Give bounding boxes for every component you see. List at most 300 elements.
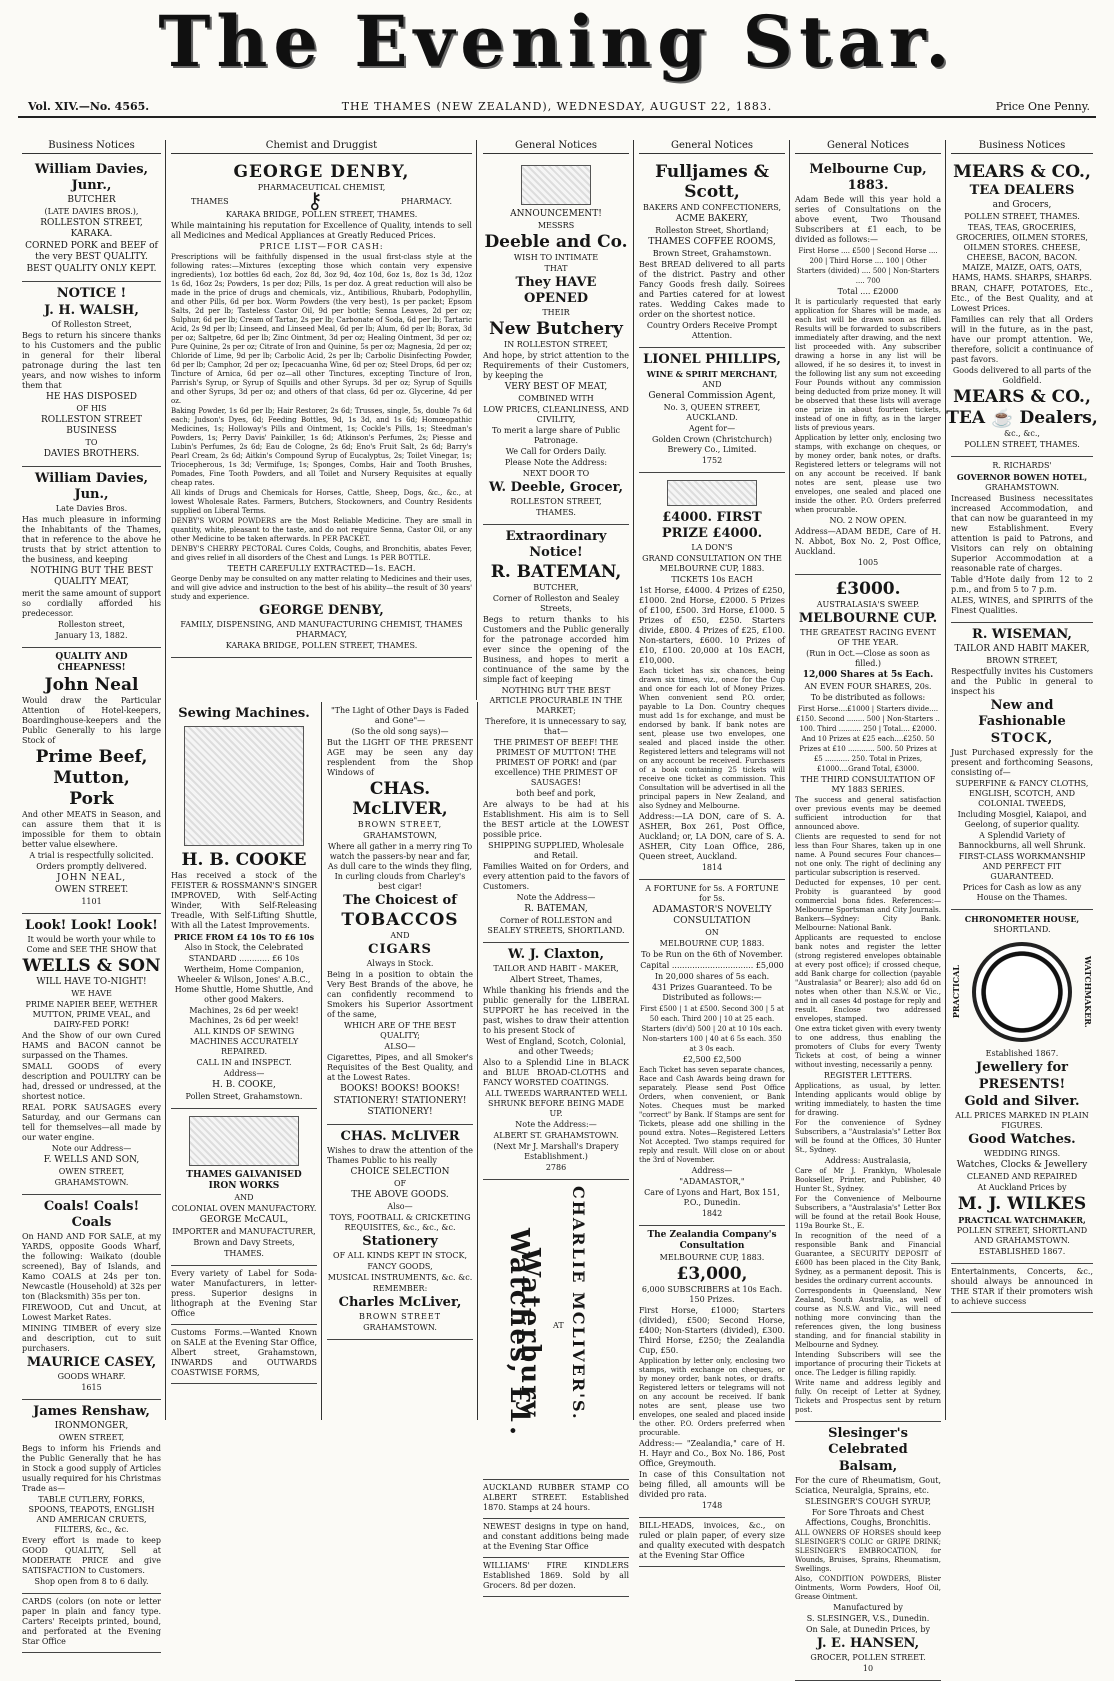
ad-title: Melbourne Cup, 1883. xyxy=(809,162,927,193)
ad-heading: THAMES GALVANISED IRON WORKS xyxy=(186,1170,302,1191)
clock-illustration xyxy=(972,942,1072,1042)
ad-address: ROLLESTON STREET, xyxy=(510,497,602,506)
ad-address: Brown and Davy Streets, xyxy=(193,1238,295,1247)
ad-trade: IRONMONGER, xyxy=(54,1421,129,1431)
ad-mccaul xyxy=(171,1109,317,1266)
column-mcliver xyxy=(323,702,478,1420)
ad-body: Begs to inform his Friends and the Public Generally that he has in Stock a good supply of Articles usually required for his Christmas Trade as— xyxy=(22,1444,161,1493)
ad-text: ON xyxy=(705,928,719,937)
ad-text: AND xyxy=(234,1193,254,1202)
ad-text: (So the old song says)— xyxy=(351,727,449,736)
ad-address: OWEN STREET, xyxy=(58,1167,125,1176)
ad-trade: PHARMACEUTICAL CHEMIST, xyxy=(257,183,386,192)
ad-text: Shop open from 8 to 6 daily. xyxy=(34,1577,149,1586)
ad-text: and Grocers, xyxy=(992,200,1052,210)
ad-body: Has much pleasure in informing the Inhabitants of the Thames, that in reference to the above he trusts that by strict attention to the business, and keeping xyxy=(22,515,161,564)
ad-address: Address:—LA DON, care of S. A. ASHER, Box 261, Post Office, Auckland; or, LA DON, care of S. A. ASHER, City Loan Office, 286, Queen street, Auckland. xyxy=(639,812,785,861)
ad-heading: PRICE LIST—FOR CASH: xyxy=(259,242,384,251)
ad-address: Corner of Rolleston and Sealey Streets, xyxy=(492,594,620,613)
ad-address: BROWN STREET, xyxy=(357,820,443,829)
ad-text: AND xyxy=(702,380,722,389)
ad-trade: BUTCHER, xyxy=(533,583,579,592)
ad-body: 1st Horse, £4000. 4 Prizes of £250, £1000. 2nd Horse, £2000. 5 Prizes of £100, £500. 3rd Horse, £1000. 5 Prizes of £50, £250. Starters divide, £800. 4 Prizes of £25, £100. Non-starters, £600. 10 Prizes of £10, £100. 20,000 at 10s EACH, £10,000. xyxy=(639,586,785,665)
ad-body: Where all gather in a merry ring To watch the passers-by near and far, As dull care to the winds they fling, In curling clouds from Charley's best cigar! xyxy=(327,842,473,891)
ad-text: Gold and Silver. xyxy=(964,1094,1080,1109)
ad-title: GEORGE McCAUL, xyxy=(199,1215,289,1225)
ad-body: Correspondents in Queensland, New Zealand, South Australia, as well of course as N.S.W. and Vic., will need nothing more convincing than the references given, the long business standing, and for financial stability in Melbourne and Sydney. xyxy=(795,1287,941,1349)
column-heading: General Notices xyxy=(483,140,629,154)
ad-text: Including Mosgiel, Kaiapoi, and Geelong, of superior quality. xyxy=(957,810,1087,829)
ad-heading: Look! Look! Look! xyxy=(25,918,158,933)
ad-text: NEXT DOOR TO xyxy=(522,469,590,478)
ad-body: Wishes to draw the attention of the Thames Public to his really xyxy=(327,1146,473,1165)
ad-body: Cigarettes, Pipes, and all Smoker's Requisites of the Best Quality, and at the Lowest Rates. xyxy=(327,1053,473,1082)
ad-address: Albert Street, Thames, xyxy=(509,975,603,984)
ad-slesinger xyxy=(795,1422,941,1681)
ad-text: They HAVE OPENED xyxy=(515,275,597,306)
ad-body: Each Ticket has seven separate chances, Race and Cash Awards being drawn for separately. Please send Post Office Orders, when convenient, or Bank Notes. Cheques must be marked "correct" by Bank. If Stamps are sent for Tickets, please add one shilling in the pound extra. Notes—Registered Letters Not Accepted. Two stamps required for reply and result. Will close on or about the 3rd of November. xyxy=(639,1066,785,1164)
ad-text: Note our Address— xyxy=(51,1144,132,1153)
column-heading: Business Notices xyxy=(951,140,1093,154)
ad-address: GRAHAMSTOWN. xyxy=(54,1178,129,1187)
ad-text: SHIPPING SUPPLIED, Wholesale and Retail. xyxy=(488,841,624,860)
ad-body: Clients are requested to send for not less than Four Shares, taken up in one name. A Pound secures Four chances—not one only. The right of declining any particular subscription is reserved. xyxy=(795,833,941,877)
ad-body: While thanking his friends and the public generally for the LIBERAL SUPPORT he has received in the past, wishes to draw their attention to his present Stock of xyxy=(483,986,629,1035)
ad-text: GOVERNOR BOWEN HOTEL, xyxy=(956,472,1088,482)
ad-phillips xyxy=(639,348,785,473)
ad-text: &c., &c., xyxy=(1004,429,1040,438)
ad-stamp: AUCKLAND RUBBER STAMP CO ALBERT STREET. Established 1870. Stamps at 24 hours. xyxy=(483,1480,629,1519)
ad-body: Has received a stock of the FEISTER & ROSSMANN'S SINGER IMPROVED, With Self-Acting Winder, With Self-Releasing Treadle, With Self-Lifting Shuttle, With all the Latest Improvements. xyxy=(171,871,317,930)
ad-trade: IMPORTER and MANUFACTURER, xyxy=(172,1227,316,1236)
ad-text: TOYS, FOOTBALL & CRICKETING REQUISITES, &c., &c., &c. xyxy=(329,1213,471,1232)
ad-text: THE GREATEST RACING EVENT OF THE YEAR. xyxy=(800,628,936,647)
ad-text: SLESINGER'S COUGH SYRUP, xyxy=(805,1497,931,1506)
pharmacy-row xyxy=(171,189,472,214)
ad-title: R. WISEMAN, xyxy=(972,627,1072,642)
ad-address: Rolleston Street, Shortland; xyxy=(655,226,769,235)
ad-body: Being in a position to obtain the Very Best Brands of the above, he can confidently recommend to Smokers his Superior Assortment of the same, xyxy=(327,970,473,1019)
ad-body: For the Convenience of Melbourne Subscribers, a "Australasia's" Letter Box will be found at the retail Book House, 119a Bourke St., E. xyxy=(795,1195,941,1230)
ad-davies-jun xyxy=(22,467,161,648)
ad-address: KARAKA BRIDGE, POLLEN STREET, THAMES. xyxy=(225,641,418,650)
ad-title: John Neal xyxy=(44,675,139,695)
ad-body: First Horse, £1000; Starters (divided), £500; Second Horse, £400; Non-Starters (divided), £300. Third Horse, £250; the Zealandia Cup, £50. xyxy=(639,1306,785,1355)
ad-body: For the convenience of Sydney Subscribers, a "Australasia's" Letter Box will be found at the Offices, 30 Hunter St., Sydney. xyxy=(795,1119,941,1154)
ad-address: Care of Lyons and Hart, Box 151, P.O., Dunedin. xyxy=(644,1188,780,1207)
ad-bateman xyxy=(483,525,629,943)
ad-address: POLLEN STREET, THAMES. xyxy=(964,440,1080,449)
ad-body: Would draw the Particular Attention of Hotel-keepers, Boardinghouse-keepers and the Public Generally to his large Stock of xyxy=(22,696,161,745)
ad-text: ALSO— xyxy=(384,1042,416,1051)
ad-heading: Coals! Coals! Coals xyxy=(43,1199,140,1230)
ad-text: STANDARD ............ £6 10s xyxy=(188,954,300,963)
ad-text: Established 1867. xyxy=(985,1049,1059,1058)
ad-body: Families Waited on for Orders, and every attention paid to the favors of Customers. xyxy=(483,862,629,891)
ad-address: Corner of ROLLESTON and SEALEY STREETS, SHORTLAND. xyxy=(487,916,625,935)
ad-body: Deducted for expenses, 10 per cent. Probity is guaranteed by good commercial bona fides. References:—Melbourne Sportsman and City Journals. Bankers—Sydney: City Bank. Melbourne: National Bank. xyxy=(795,879,941,932)
ad-address: GRAHAMSTOWN. xyxy=(985,483,1059,492)
ad-mcliver xyxy=(327,702,473,1125)
ad-body: In case of this Consultation not being filled, all amounts will be divided pro rata. xyxy=(639,1470,785,1499)
ad-signature: S. SLESINGER, V.S., Dunedin. xyxy=(806,1614,930,1623)
column-heading: Chemist and Druggist xyxy=(171,140,472,154)
ad-body: Intending Subscribers will see the importance of procuring their Tickets at once. The Ledger is filling rapidly. xyxy=(795,1351,941,1377)
ad-text: ALL KINDS OF SEWING MACHINES ACCURATELY REPAIRED. xyxy=(189,1027,299,1056)
ad-la-don-sweep xyxy=(639,473,785,880)
ad-text: Address— xyxy=(691,1166,733,1175)
ad-address: IN ROLLESTON STREET, xyxy=(504,340,608,349)
ad-table: First £500 | 1 at £500. Second 300 | 5 at 50 each. Third 200 | 10 at 25 each. Starters (div'd) 500 | 20 at 10 10s each. Non-starters 100 | 40 at 6 5s each. 350 at 3 0s each. xyxy=(640,1005,784,1053)
ad-title: H. B. COOKE xyxy=(181,850,307,870)
ad-address: KARAKA BRIDGE, POLLEN STREET, THAMES. xyxy=(225,210,418,219)
ad-text: Stationery xyxy=(362,1234,438,1249)
ad-signature: F. WELLS AND SON, xyxy=(43,1155,140,1165)
ad-trade: BAKERS AND CONFECTIONERS, xyxy=(642,203,782,212)
ad-body: Table d'Hote daily from 12 to 2 p.m., and from 5 to 7 p.m. xyxy=(951,575,1093,594)
ad-text: NO. 2 NOW OPEN. xyxy=(829,516,907,525)
ad-cooke xyxy=(171,702,317,1109)
ad-body: Applicants are requested to enclose bank notes and register the letter (strong registered envelopes obtainable at every post office); if crossed cheque, add Bank charge for collection (payable "Australasia" or Bearer); also add 6d on notes when other than N.S.W. or Vic., and in all cases 4d postage for reply and result. Enclose two addressed envelopes, stamped. xyxy=(795,934,941,1023)
cow-illustration xyxy=(521,165,591,205)
ad-adam-bede xyxy=(795,158,941,575)
oven-illustration xyxy=(189,1116,299,1166)
ad-text: WE HAVE xyxy=(71,989,112,998)
ad-body: merit the same amount of support so cordially afforded his predecessor. xyxy=(22,589,161,618)
ad-text: WILL HAVE TO-NIGHT! xyxy=(36,977,147,987)
ad-body: Write name and address legibly and fully. On receipt of Letter at Sydney, Tickets and Prospectus sent by return post. xyxy=(795,1379,941,1414)
ad-body: Application by letter only, enclosing two stamps, with exchange on cheques, or by money order, bank notes, or drafts. Registered letters or telegrams will not on any account be received. If bank notes are sent, please use two envelopes, one sealed and placed one inside the other. P.O. Orders preferred when procurable. xyxy=(795,434,941,514)
dateline xyxy=(18,100,1096,118)
ad-title: MAURICE CASEY, xyxy=(26,1355,157,1370)
ad-mcliver-2 xyxy=(327,1125,473,1340)
ad-text: (Run in Oct.—Close as soon as filled.) xyxy=(806,649,930,668)
newspaper-title: The Evening Star. xyxy=(158,0,956,83)
ad-adamastor xyxy=(639,880,785,1226)
ad-text: £3,000, xyxy=(676,1264,748,1284)
teapot-icon: ☕ xyxy=(991,407,1014,429)
ad-text: COMBINED WITH xyxy=(518,394,594,403)
ad-text: Rolleston street, xyxy=(58,620,125,629)
ad-trade: TAILOR AND HABIT MAKER, xyxy=(954,644,1090,654)
ad-text: AT xyxy=(553,1321,564,1330)
ad-billheads: BILL-HEADS, invoices, &c., on ruled or plain paper, of every size and quality executed with despatch at the Evening Star Office xyxy=(639,1518,785,1567)
ad-text: Dealers, xyxy=(1019,408,1098,428)
ad-body: Families can rely that all Orders will in the future, as in the past, have our prompt attention. We, therefore, solicit a continuance of past favors. xyxy=(951,315,1093,364)
ad-body: Begs to return his sincere thanks to his Customers and the public in general for their liberal patronage during the last ten years, and now wishes to inform them that xyxy=(22,331,161,390)
ad-text: LOW PRICES, CLEANLINESS, AND CIVILITY, xyxy=(483,405,629,424)
ad-number: 1748 xyxy=(701,1501,723,1510)
ad-text: TOBACCOS xyxy=(341,910,459,930)
ad-cards: CARDS (colors (on note or letter paper in plain and fancy type. Carters' Receipts printed, bound, and perforated at the Evening Star Office xyxy=(22,1594,161,1653)
ad-title: GEORGE DENBY, xyxy=(233,162,410,182)
ad-claxton xyxy=(483,943,629,1180)
ad-neal xyxy=(22,648,161,914)
ad-address: GOODS WHARF. xyxy=(57,1372,126,1381)
ad-deeble xyxy=(483,158,629,525)
ad-title: MEARS & CO., xyxy=(953,387,1091,407)
ad-body: Application by letter only, enclosing two stamps, with exchange on cheques, or by money order, bank notes, or drafts. Registered letters or telegrams will not on any account be received. If bank notes are sent, please use two envelopes, one sealed and placed inside the other. P.O. Orders preferred when procurable. xyxy=(639,1357,785,1437)
ad-body: Are always to be had at his Establishment. His aim is to Sell the BEST article at the LOWEST possible price. xyxy=(483,800,629,839)
ad-address: BROWN STREET, xyxy=(986,656,1058,665)
price: Price One Penny. xyxy=(995,100,1090,113)
ad-text: Pork xyxy=(69,789,114,809)
ad-body: Respectfully invites his Customers and the Public in general to inspect his xyxy=(951,667,1093,696)
ad-text: PRIME NAPIER BEEF, WETHER MUTTON, PRIME VEAL, and DAIRY-FED PORK! xyxy=(25,1000,158,1029)
ad-text: Note the Address— xyxy=(516,893,596,902)
ad-mears xyxy=(946,158,1098,457)
ad-title: William Davies, Jun., xyxy=(34,471,149,502)
ad-text: At Auckland Prices by xyxy=(977,1183,1067,1192)
ad-text: Balsam, xyxy=(838,1459,898,1474)
ad-text: Good Watches. xyxy=(968,1132,1076,1147)
ad-text: REMEMBER: xyxy=(372,1284,428,1293)
ad-text: CORNED PORK and BEEF of the very BEST QUALITY. xyxy=(25,241,158,262)
ad-heading: CHRONOMETER HOUSE, xyxy=(964,914,1080,924)
ad-zealandia xyxy=(639,1226,785,1518)
ad-text: FAMILY, DISPENSING, AND MANUFACTURING CHEMIST, THAMES PHARMACY, xyxy=(180,620,463,639)
ad-address: No. 3, QUEEN STREET, AUCKLAND. xyxy=(663,403,761,422)
ad-body: FIREWOOD, Cut and Uncut, at Lowest Market Rates. xyxy=(22,1303,161,1322)
ad-text: TEETH CAREFULLY EXTRACTED—1s. EACH. xyxy=(227,564,416,573)
ad-customs: Customs Forms.—Wanted Known on SALE at the Evening Star Office, Albert street, Grahamstown, INWARDS and OUTWARDS COASTWISE FORMS, xyxy=(171,1325,317,1384)
ad-text: Also— xyxy=(387,1202,413,1211)
ad-text: VERY BEST OF MEAT, xyxy=(504,382,608,392)
ad-text: STOCK, xyxy=(990,731,1054,746)
ad-text: REGISTER LETTERS. xyxy=(823,1071,913,1080)
ad-title: W. J. Claxton, xyxy=(508,947,604,962)
ad-heading: A FORTUNE for 5s. A FORTUNE for 5s. xyxy=(645,884,779,903)
ad-signature: R. BATEMAN, xyxy=(524,904,588,914)
ad-text: TICKETS 10s EACH xyxy=(671,575,753,584)
ad-title: James Renshaw, xyxy=(33,1404,150,1419)
ad-text: "The Light of Other Days is Faded and Gone"— xyxy=(330,706,469,725)
ad-address: SHORTLAND. xyxy=(993,925,1051,934)
ad-address: POLLEN STREET, SHORTLAND AND GRAHAMSTOWN. xyxy=(956,1226,1088,1245)
column-heading: General Notices xyxy=(639,140,785,154)
ad-address: GRAHAMSTOWN, xyxy=(363,831,437,840)
ad-body: It is particularly requested that early application for Shares will be made, as each list will be drawn soon as filled. Results will be forwarded to subscribers immediately after drawing, and the next list proceeded with. Any subscriber drawing a horse in any list will be allowed, if he so desires it, to invest in the following list any sum not exceeding Four Pounds without any commission being deducted from prize money. It will be observed that these lists will average one prize in about fourteen tickets, instead of one in fifty, as in the larger lists of previous years. xyxy=(795,298,941,432)
ad-body: SMALL GOODS of every description and POULTRY can be had, dressed or undressed, at the shortest notice. xyxy=(22,1062,161,1101)
ad-address: Address—ADAM BEDE, Care of H. N. Abbot, Box No. 2, Post Office, Auckland. xyxy=(795,527,941,556)
ad-body: One extra ticket given with every twenty to one address, thus enabling the promoters of Clubs for every Twenty Tickets at cost, of being a winner without investing, necessarily a penny. xyxy=(795,1025,941,1069)
ad-number: 1101 xyxy=(81,897,102,906)
ad-text: Address: Australasia, xyxy=(824,1156,912,1165)
ad-signature: W. Deeble, Grocer, xyxy=(488,480,624,495)
ad-title: CHAS. McLIVER xyxy=(340,1129,460,1144)
ad-heading: QUALITY AND CHEAPNESS! xyxy=(55,652,128,673)
ad-title: NOTICE ! xyxy=(56,286,127,301)
ad-title: MEARS & CO., xyxy=(953,162,1091,182)
ad-text: Late Davies Bros. xyxy=(55,504,128,513)
ad-body: MINING TIMBER of every size and description, cut to suit purchasers. xyxy=(22,1324,161,1353)
ad-body: Also, CONDITION POWDERS, Blister Ointments, Worm Powders, Hoof Oil, Grease Ointment. xyxy=(795,1575,941,1601)
ad-text: NOTHING BUT THE BEST ARTICLE PROCURABLE IN THE MARKET; xyxy=(489,686,623,715)
ad-text: ROLLESTON STREET BUSINESS xyxy=(40,415,143,436)
ad-text: ACME BAKERY, xyxy=(675,214,749,224)
ad-text: WATCHMAKER. xyxy=(1083,956,1093,1028)
ad-signature: M. J. WILKES xyxy=(957,1194,1087,1214)
ad-trade: TEA DEALERS xyxy=(969,183,1075,198)
ad-text: CIGARS xyxy=(368,942,432,957)
ad-body: REAL PORK SAUSAGES every Saturday, and our Germans can tell for themselves—all made by our water engine. xyxy=(22,1103,161,1142)
ad-denby xyxy=(171,158,472,658)
ad-labels: Every variety of Label for Soda-water Manufacturers, in letter-press. Superior designs in lithograph at the Evening Star Office xyxy=(171,1266,317,1325)
ad-newest: NEWEST designs in type on hand, and constant additions being made at the Evening Star Office xyxy=(483,1519,629,1558)
ad-text: TEA xyxy=(946,408,986,428)
ad-address: Address:— "Zealandia," care of H. H. Hayr and Co., Box No. 186, Post Office, Greymouth. xyxy=(639,1439,785,1468)
ad-text: GRAND CONSULTATION ON THE MELBOURNE CUP, 1883. xyxy=(642,554,782,573)
masthead xyxy=(0,0,1114,84)
ad-text: Prices for Cash as low as any House on the Thames. xyxy=(962,883,1082,902)
ad-body: While maintaining his reputation for Excellence of Quality, intends to sell all Medicines and Medical Appliances at Greatly Reduced Prices. xyxy=(171,221,472,240)
ad-trade: BUTCHER xyxy=(67,195,116,205)
ad-text: CALL IN and INSPECT. xyxy=(196,1058,292,1067)
ad-body: On HAND AND FOR SALE, at my YARDS, opposite Goods Wharf, the following: Waikato (double screened), Bay of Islands, and Kamo COALS at 24s per ton. Newcastle (Household) at 32s per ton (Blacksmith) 35s per ton. xyxy=(22,1232,161,1301)
ad-title: LIONEL PHILLIPS, xyxy=(643,352,781,367)
ad-text: New and Fashionable xyxy=(978,698,1066,729)
ad-body: Each ticket has six chances, being drawn six times, viz., once for the Cup and once for each lot of Money Prizes. When convenient send P.O. order, payable to La Don. Country cheques must add 1s for exchange, and must be endorsed by bank. If bank notes are sent, please use two envelopes, one sealed and placed inside the other. Registered letters and telegrams will not on any account be received. Furchasers of a book containing 25 tickets will receive one ticket as commission. This Consultation will be advertised in all the principal papers in New Zealand, and also Sydney and Melbourne. xyxy=(639,667,785,810)
clock-row xyxy=(951,936,1093,1048)
ad-body: Increased Business necessitates increased Accommodation, and that can now be guaranteed in my new Establishment. Every attention is paid to Patrons, and Visitors can rely on obtaining Superior Accommodation at a reasonable rate of charges. xyxy=(951,494,1093,573)
ad-text: 431 Prizes Guaranteed. To be Distributed as follows:— xyxy=(651,983,773,1002)
ad-address: POLLEN STREET, THAMES. xyxy=(964,212,1080,221)
ad-text: Jewellery for xyxy=(975,1060,1069,1075)
ad-title: William Davies, Junr., xyxy=(34,162,149,193)
ad-title: Slesinger's Celebrated xyxy=(828,1426,908,1457)
ad-address: THAMES. xyxy=(224,1249,264,1258)
ad-text: Address— xyxy=(223,1069,265,1078)
ad-text: ALL PRICES MARKED IN PLAIN FIGURES. xyxy=(955,1111,1089,1130)
vertical-mcliver-text: CHARLIE MCLIVER'S. xyxy=(569,1186,588,1421)
ad-number: 1615 xyxy=(81,1383,102,1392)
column-chemist xyxy=(167,140,477,700)
ad-text: OF HIS xyxy=(76,404,107,413)
ad-text: WISH TO INTIMATE xyxy=(513,253,599,262)
ad-text: Total .... £2000 xyxy=(837,287,899,296)
ad-text: A trial is respectfully solicited. xyxy=(29,851,154,860)
ad-text: WEDDING RINGS. xyxy=(983,1149,1061,1158)
ad-body: Prescriptions will be faithfully dispensed in the usual first-class style at the following rates:—Mixtures (excepting those which contain very expensive ingredients), 1oz bottles 6d each, 2oz 8d, 3oz 9d, 4oz 10d, 6oz 1s, 8oz 1s 3d, 12oz 1s 6d, 16oz 2s; Powders, 1s per doz; Pills, 1s per doz. A great reduction will also be made in the price of drugs and chemicals, viz., Antibilious, Rhubarb, Podophyllin, and other Pills, 6d per box. Worm Powders (the very best), 1s per packet; Epsom Salts, 2d per lb; Tasteless Castor Oil, 9d per bottle; Senna Leaves, 2d per oz; Sulphur, 6d per lb; Cream of Tartar, 2s per lb; Carbonate of Soda, 6d per lb; Tartaric Acid, 2s 9d per lb; Linseed, and Linseed Meal, 6d per lb; Alum, 6d per lb; Borax, 3d per oz; Saltpetre, 6d per lb; Zinc Ointment, 3d per oz; Healing Ointment, 3d per oz; Pure Quinine, 2s per oz; Citrate of Iron and Quinine, 5s per oz; Magnesia, 2d per oz; Chloride of Lime, 9d per lb; Carbolic Acid, 2s per lb; Carbolic Disinfecting Powder, 6d per lb; Camphor, 2d per oz; Ipecacuanha Wine, 6d per oz; Steel Drops, 6d per oz; Tincture of Arnica, 6d per oz—all other Tinctures, excepting Tincture of Iron, Parrish's Syrup, or Syrup of Squills and other Syrups. 3d per oz; Syrup of Squills and other Syrups, 3d per oz; and others of that class, 6d per oz. Glycerine, 4d per oz. xyxy=(171,253,472,405)
ad-text: NOTHING BUT THE BEST QUALITY MEAT, xyxy=(30,566,153,587)
ad-text: OF ALL KINDS KEPT IN STOCK, xyxy=(333,1251,467,1260)
ad-title: Deeble and Co. xyxy=(484,232,628,252)
ad-heading: ANNOUNCEMENT! xyxy=(510,209,602,219)
ad-text: MELBOURNE CUP, 1883. xyxy=(659,1253,765,1262)
ad-text: Always in Stock. xyxy=(366,959,434,968)
ad-body: In recognition of the need of a responsible Bank and Financial Guarantee, a SECURITY DEPOSIT of £600 has been placed in the City Bank, Sydney, as a permanent deposit. This is besides the ordinary current accounts. xyxy=(795,1232,941,1285)
ad-signature: "ADAMASTOR," xyxy=(679,1177,745,1186)
ad-table: First Horse .... £500 | Second Horse .... 200 | Third Horse .... 100 | Other Starters (divided) .... 500 | Non-Starters .... 700 xyxy=(796,247,940,285)
ad-address: THAMES. xyxy=(536,508,576,517)
ad-body: DENBY'S WORM POWDERS are the Most Reliable Medicine. They are small in quantity, white, pleasant to the taste, and do not require Senna, Castor Oil, or any other Medicine to be taken afterwards. In PER PACKET. xyxy=(171,517,472,543)
ad-text: LA DON'S xyxy=(691,543,733,552)
ad-wilkes xyxy=(951,910,1093,1264)
ad-number: 1752 xyxy=(701,456,723,465)
ad-text: Country Orders Receive Prompt Attention. xyxy=(646,321,778,340)
ad-text: THAT xyxy=(544,264,568,273)
volume-number: Vol. XIV.—No. 4565. xyxy=(28,100,150,113)
ad-body: George Denby may be consulted on any matter relating to Medicines and their uses, and will give advice and instruction to the best of his ability—the result of 30 years' study and experience. xyxy=(171,575,472,601)
ad-address: OWEN STREET. xyxy=(54,885,129,895)
ad-text: General Commission Agent, xyxy=(648,391,776,401)
ad-text: In 20,000 shares of 5s each. xyxy=(654,972,770,981)
column-heading: Business Notices xyxy=(22,140,161,154)
ad-number: 1814 xyxy=(701,863,723,872)
ad-text: ESTABLISHED 1867. xyxy=(978,1247,1066,1256)
ad-text: Wertheim, Home Companion, Wheeler & Wilson, Jones' A.B.C., Home Shuttle, Home Shuttle, And other good Makers. xyxy=(174,965,314,1004)
ad-davies-butcher xyxy=(22,158,161,282)
ad-body: Baking Powder, 1s 6d per lb; Hair Restorer, 2s 6d; Trusses, single, 5s, double 7s 6d each; Judson's Dyes, 6d; Feeding Bottles, 9d, 1s 3d, and 1s 6d; Homœopathic Medicines, 1s; Holloway's Pills and Ointment, 1s; Cockle's Pills, 1s; Steedman's Powders, 1s; Perry Davis' Painkiller, 1s 6d; Atkinson's Perfumes, 2s; Piesse and Lubin's Perfumes, 2s 6d; Eau de Cologne, 2s 6d; Eno's Fruit Salt, 2s 6d; Barry's Pearl Cream, 2s 6d; Aitkin's Compound Syrup of Eucalyptus, 2s; Toilet Vinegar, 1s; Triocepherous, 1s 3d; Vermifuge, 1s; Sponges, Combs, Hair and Tooth Brushes, Pomades, Fine Tooth Powders, and all Toilet and Nursery Requisites at equally cheap rates. xyxy=(171,407,472,487)
column-general-notices-2 xyxy=(635,140,790,1560)
ad-text: BEST QUALITY ONLY KEPT. xyxy=(26,264,157,274)
ad-signature: J. E. HANSEN, xyxy=(816,1636,920,1651)
vertical-waterbury-text: Waterbury Watches, £1. xyxy=(504,1227,545,1438)
ad-title: AUSTRALASIA'S SWEEP. xyxy=(816,600,920,609)
ad-text: Also in Stock, the Celebrated xyxy=(184,943,304,952)
ad-body: For the cure of Rheumatism, Gout, Sciatica, Neuralgia, Sprains, etc. xyxy=(795,1476,941,1495)
ad-text: PRESENTS! xyxy=(978,1077,1066,1092)
ad-text: THE ABOVE GOODS. xyxy=(351,1190,449,1200)
ad-address: BROWN STREET xyxy=(358,1312,442,1321)
ad-wiseman xyxy=(951,623,1093,910)
ad-entertainments: Entertainments, Concerts, &c., should always be announced in THE STAR if their promoters wish to achieve success xyxy=(951,1264,1093,1313)
ad-trade: PRACTICAL WATCHMAKER, xyxy=(958,1215,1086,1225)
ad-body: But the LIGHT OF THE PRESENT AGE may be seen any day resplendent from the Shop Windows of xyxy=(327,738,473,777)
ad-text: MELBOURNE CUP, 1883. xyxy=(659,939,765,948)
ad-text: ALL TWEEDS WARRANTED WELL SHRUNK BEFORE BEING MADE UP. xyxy=(485,1089,627,1118)
ad-signature: GEORGE DENBY, xyxy=(259,603,384,618)
ad-text: Agent for— xyxy=(688,424,736,433)
ad-text: Golden Crown (Christchurch) Brewery Co., Limited. xyxy=(651,435,773,454)
ad-heading: Extraordinary Notice! xyxy=(505,529,607,560)
ad-text: The Choicest of xyxy=(343,893,457,908)
ad-wells xyxy=(22,914,161,1195)
ad-text: We Call for Orders Daily. xyxy=(505,447,607,456)
column-general-notices-1 xyxy=(479,140,634,1590)
ad-body: It would be worth your while to Come and SEE THE SHOW that xyxy=(26,935,157,954)
ad-text: 12,000 Shares at 5s Each. xyxy=(802,670,934,680)
ad-body: The success and general satisfaction over previous events may be deemed sufficient introduction for that announced above. xyxy=(795,796,941,831)
ad-body: Every effort is made to keep GOOD QUALITY, Sell at MODERATE PRICE and give SATISFACTION to Customers. xyxy=(22,1536,161,1575)
ad-text: CHOICE SELECTION xyxy=(350,1167,450,1177)
ad-text: For Sore Throats and Chest Affections, Coughs, Bronchitis. xyxy=(805,1508,931,1527)
ad-address: GRAHAMSTOWN. xyxy=(363,1323,437,1332)
ad-text: £2,500 £2,500 xyxy=(682,1055,742,1064)
ad-text: HE HAS DISPOSED xyxy=(46,392,137,402)
ad-body: ALL OWNERS OF HORSES should keep SLESINGER'S COLIC or GRIPE DRINK; SLESINGER'S EMBROCATION, for Wounds, Bruises, Sprains, Rheumatism, Swellings. xyxy=(795,1529,941,1573)
ad-number: 1005 xyxy=(857,558,879,567)
ad-address: Brown Street, Grahamstown. xyxy=(652,249,772,258)
ad-text: Capital ................................ £5,000 xyxy=(640,961,784,970)
ad-text: STATIONERY! STATIONERY! STATIONERY! xyxy=(333,1096,467,1117)
ad-date: January 13, 1882. xyxy=(55,631,128,640)
ad-text: To be distributed as follows: xyxy=(810,693,926,702)
ad-heading: £3000. xyxy=(835,579,901,599)
ad-number: 2786 xyxy=(545,1163,567,1172)
column-sewing xyxy=(167,702,322,1420)
ad-body: And hope, by strict attention to the Requirements of their Customers, by keeping the xyxy=(483,351,629,380)
ad-text: TABLE CUTLERY, FORKS, SPOONS, TEAPOTS, ENGLISH AND AMERICAN CRUETS, FILTERS, &c., &c. xyxy=(28,1495,155,1534)
ad-casey xyxy=(22,1195,161,1400)
ad-body: Begs to return thanks to his Customers and the Public generally for the patronage accorded him ever since the opening of the Business, and hopes to merit a continuance of the same by the simple fact of keeping xyxy=(483,615,629,684)
ad-text: Watches, Clocks & Jewellery xyxy=(956,1160,1088,1170)
ad-text: AND xyxy=(390,931,410,940)
ad-text: both beef and pork, xyxy=(516,789,596,798)
ad-address: Pollen Street, Grahamstown. xyxy=(185,1092,303,1101)
ad-kindlers: WILLIAMS' FIRE KINDLERS Established 1869. Sold by all Grocers. 8d per dozen. xyxy=(483,1558,629,1597)
ad-text: DAVIES BROTHERS. xyxy=(43,449,140,459)
